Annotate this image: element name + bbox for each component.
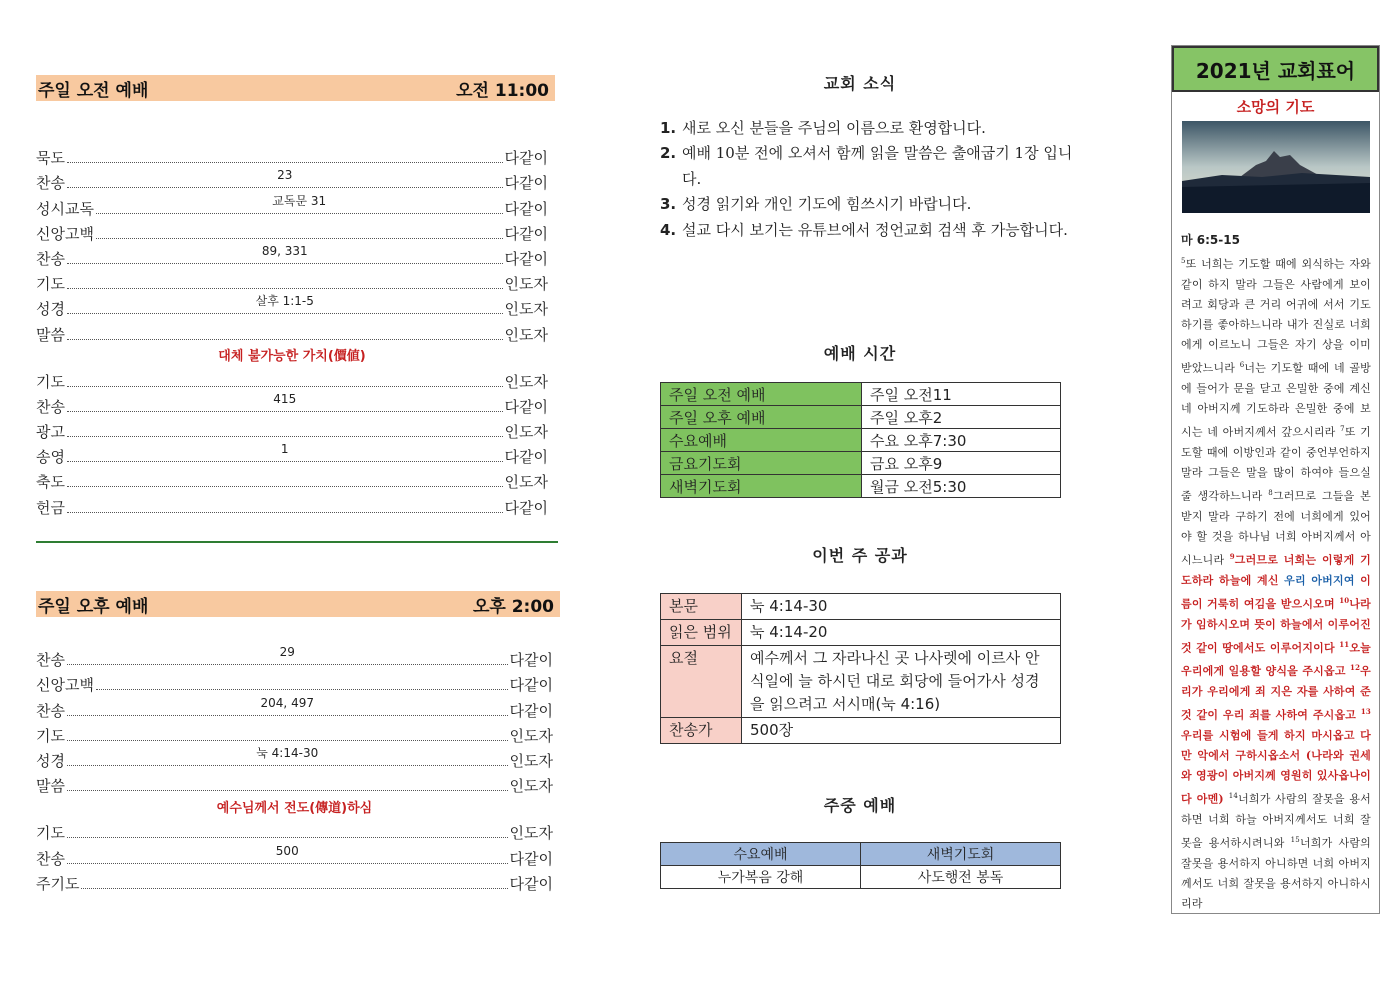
lesson-title: 이번 주 공과 <box>812 546 908 565</box>
service-time: 주일 오후2 <box>862 406 1061 429</box>
order-leader: 다같이 <box>504 174 548 193</box>
order-item: 축도 <box>36 473 65 492</box>
order-leader: 인도자 <box>504 423 548 442</box>
order-leader: 다같이 <box>504 498 548 517</box>
order-row <box>36 192 548 217</box>
lesson-value: 눅 4:14-30 <box>742 594 1061 620</box>
service-name: 수요예배 <box>661 429 862 452</box>
leader-dots <box>67 740 508 741</box>
order-row <box>36 318 548 343</box>
order-item: 성시교독 <box>36 199 94 218</box>
order-item: 묵도 <box>36 149 65 168</box>
leader-dots <box>67 391 503 412</box>
order-detail: 500 <box>275 843 299 858</box>
order-row <box>36 366 548 391</box>
order-row <box>36 644 553 669</box>
midweek-value-dawn: 사도행전 봉독 <box>861 866 1061 889</box>
order-item: 기도 <box>36 824 65 843</box>
news-item <box>660 141 1090 192</box>
mountain-landscape-image <box>1182 121 1370 213</box>
order-row <box>36 416 548 441</box>
order-leader: 다같이 <box>509 849 553 868</box>
scripture-reference: 마 6:5-15 <box>1181 233 1240 247</box>
order-detail: 눅 4:14-30 <box>256 745 319 760</box>
order-leader: 다같이 <box>504 149 548 168</box>
service-name: 새벽기도회 <box>661 475 862 498</box>
order-item: 신앙고백 <box>36 224 94 243</box>
order-row <box>36 142 548 167</box>
lesson-table <box>660 593 1061 744</box>
order-row <box>36 745 553 770</box>
order-leader: 다같이 <box>509 701 553 720</box>
order-leader: 다같이 <box>504 397 548 416</box>
order-item: 기도 <box>36 275 65 294</box>
order-item: 기도 <box>36 726 65 745</box>
verse-number: 13 <box>1360 707 1371 717</box>
order-item: 찬송 <box>36 397 65 416</box>
afternoon-service-header <box>36 591 560 617</box>
morning-service-time: 오전 11:00 <box>456 80 549 101</box>
midweek-header-dawn: 새벽기도회 <box>861 843 1061 866</box>
order-item: 기도 <box>36 372 65 391</box>
lesson-row <box>661 620 1061 646</box>
sermon-title: 대체 불가능한 가치(價値) <box>218 349 366 364</box>
order-item: 찬송 <box>36 701 65 720</box>
verse-text: 너희가 사람의 잘못을 용서하면 너희 하늘 아버지께서도 너희 잘못을 용서하시려니와 <box>1181 792 1371 850</box>
news-number: 1. <box>660 119 677 137</box>
order-row <box>36 817 553 842</box>
leader-dots <box>67 442 503 462</box>
order-leader: 인도자 <box>504 275 548 294</box>
order-detail: 교독문 31 <box>272 193 327 208</box>
leader-dots <box>67 386 503 387</box>
news-item <box>660 218 1090 243</box>
lesson-row <box>661 594 1061 620</box>
order-row <box>36 243 548 268</box>
leader-dots <box>96 193 503 214</box>
service-time-row <box>661 475 1061 498</box>
order-leader: 다같이 <box>509 874 553 893</box>
order-row <box>36 720 553 745</box>
order-row <box>36 842 553 867</box>
order-detail: 204, 497 <box>260 695 314 710</box>
leader-dots <box>67 843 508 864</box>
order-item: 찬송 <box>36 174 65 193</box>
leader-dots <box>67 695 508 716</box>
order-item: 찬송 <box>36 651 65 670</box>
order-row <box>36 466 548 491</box>
order-detail: 23 <box>277 168 293 183</box>
verse-number: 6 <box>1239 361 1245 370</box>
order-row <box>36 167 548 192</box>
order-row <box>36 669 553 694</box>
order-row <box>36 293 548 318</box>
order-leader: 인도자 <box>504 372 548 391</box>
order-item: 주기도 <box>36 874 80 893</box>
church-motto: 2021년 교회표어 <box>1172 46 1379 92</box>
service-name: 주일 오후 예배 <box>661 406 862 429</box>
lesson-label: 요절 <box>661 646 742 718</box>
order-item: 말씀 <box>36 777 65 796</box>
section-divider <box>36 541 558 543</box>
order-item: 송영 <box>36 448 65 467</box>
verse-text-highlight: 우리 아버지여 <box>1284 573 1355 587</box>
verse-text: 그러므로 그들을 본받지 말라 구하기 전에 너희에게 있어야 할 것을 하나님 너희 아버지께서 아시느니라 <box>1181 489 1371 567</box>
morning-service-header <box>36 75 555 101</box>
leader-dots <box>81 888 507 889</box>
verse-text: 또 기도할 때에 이방인과 같이 중언부언하지 말라 그들은 말을 많이 하여야 들으실 줄 생각하느니라 <box>1181 425 1371 503</box>
news-text: 성경 읽기와 개인 기도에 힘쓰시기 바랍니다. <box>682 195 972 214</box>
leader-dots <box>67 745 508 766</box>
service-name: 주일 오전 예배 <box>661 383 862 406</box>
morning-service-title: 주일 오전 예배 <box>38 80 149 101</box>
order-leader: 다같이 <box>509 651 553 670</box>
leader-dots <box>67 837 508 838</box>
order-item: 신앙고백 <box>36 676 94 695</box>
verse-number: 14 <box>1228 792 1239 801</box>
sermon-title: 예수님께서 전도(傳道)하심 <box>216 800 373 816</box>
lesson-value: 500장 <box>742 718 1061 744</box>
order-item: 성경 <box>36 751 65 770</box>
verse-number: 15 <box>1290 836 1300 845</box>
order-leader: 다같이 <box>504 199 548 218</box>
leader-dots <box>67 162 503 163</box>
order-leader: 인도자 <box>509 726 553 745</box>
verse-text: 우리가 우리에게 죄 지은 자를 사하여 준 것 같이 우리 죄를 사하여 주시옵고 <box>1181 665 1371 722</box>
lesson-value: 눅 4:14-20 <box>742 620 1061 646</box>
leader-dots <box>67 790 508 791</box>
order-leader: 인도자 <box>509 751 553 770</box>
order-row <box>36 218 548 243</box>
service-time-row <box>661 452 1061 475</box>
order-detail: 1 <box>280 442 289 457</box>
order-leader: 인도자 <box>504 325 548 344</box>
news-item <box>660 116 1090 141</box>
leader-dots <box>67 243 503 264</box>
order-item: 성경 <box>36 300 65 319</box>
leader-dots <box>96 689 508 690</box>
order-leader: 다같이 <box>504 448 548 467</box>
news-number: 4. <box>660 220 677 239</box>
news-text: 설교 다시 보기는 유튜브에서 정언교회 검색 후 가능합니다. <box>682 220 1068 239</box>
lesson-value: 예수께서 그 자라나신 곳 나사렛에 이르사 안식일에 늘 하시던 대로 회당에 들어가사 성경을 읽으려고 서시매(눅 4:16) <box>742 646 1061 718</box>
times-title: 예배 시간 <box>823 344 897 363</box>
order-item: 찬송 <box>36 249 65 268</box>
verse-text: 오늘 우리에게 일용할 양식을 주시옵고 <box>1181 641 1371 679</box>
lesson-row <box>661 718 1061 744</box>
news-title: 교회 소식 <box>823 74 897 93</box>
verse-text: 나라가 임하시오며 뜻이 하늘에서 이루어진 것 같이 땅에서도 이루어지이다 <box>1181 597 1371 655</box>
lesson-row <box>661 646 1061 718</box>
leader-dots <box>67 486 503 487</box>
verse-number: 8 <box>1268 489 1273 497</box>
order-detail: 415 <box>273 391 297 406</box>
verse-text: 그러므로 너희는 이렇게 기도하라 하늘에 계신 <box>1181 553 1371 587</box>
service-time: 주일 오전11 <box>862 383 1061 406</box>
order-row <box>36 391 548 416</box>
leader-dots <box>67 512 503 513</box>
order-leader: 인도자 <box>504 300 548 319</box>
news-text: 새로 오신 분들을 주님의 이름으로 환영합니다. <box>682 119 986 137</box>
midweek-value-wednesday: 누가복음 강해 <box>661 866 861 889</box>
order-leader: 다같이 <box>509 676 553 695</box>
order-row <box>36 770 553 795</box>
verse-number: 11 <box>1339 639 1350 649</box>
order-detail: 89, 331 <box>261 243 308 258</box>
lesson-label: 읽은 범위 <box>661 620 742 646</box>
afternoon-service-title: 주일 오후 예배 <box>38 596 149 617</box>
afternoon-order-list <box>36 644 553 893</box>
verse-text: 우리를 시험에 들게 하지 마시옵고 다만 악에서 구하시옵소서 (나라와 권세와 영광이 아버지께 영원히 있사옵나이다 아멘) <box>1181 728 1371 806</box>
news-list <box>660 116 1090 243</box>
order-leader: 인도자 <box>504 473 548 492</box>
leader-dots <box>67 288 503 289</box>
order-item: 헌금 <box>36 498 65 517</box>
order-leader: 인도자 <box>509 824 553 843</box>
service-time-row <box>661 429 1061 452</box>
verse-number: 7 <box>1340 425 1345 434</box>
order-item: 찬송 <box>36 849 65 868</box>
motto-sidebar <box>1171 45 1380 914</box>
verse-text: 너는 기도할 때에 네 골방에 들어가 문을 닫고 은밀한 중에 계신 네 아버지께 기도하라 은밀한 중에 보시는 네 아버지께서 갚으시리라 <box>1181 361 1372 439</box>
order-row <box>36 868 553 893</box>
leader-dots <box>67 436 503 437</box>
order-row <box>36 491 548 516</box>
leader-dots <box>67 294 503 314</box>
lesson-label: 찬송가 <box>661 718 742 744</box>
prayer-title: 소망의 기도 <box>1236 98 1315 116</box>
lesson-label: 본문 <box>661 594 742 620</box>
service-times-table <box>660 382 1061 498</box>
midweek-header-wednesday: 수요예배 <box>661 843 861 866</box>
verse-text: 너희가 사람의 잘못을 용서하지 아니하면 너희 아버지께서도 너희 잘못을 용서하지 아니하시리라 <box>1181 836 1372 911</box>
order-leader: 인도자 <box>509 777 553 796</box>
verse-number: 12 <box>1350 663 1361 673</box>
news-number: 2. <box>660 144 677 163</box>
order-item: 광고 <box>36 423 65 442</box>
order-leader: 다같이 <box>504 224 548 243</box>
news-item <box>660 192 1090 217</box>
verse-text: 또 너희는 기도할 때에 외식하는 자와 같이 하지 말라 그들은 사람에게 보이려고 회당과 큰 거리 어귀에 서서 기도하기를 좋아하느니라 내가 진실로 너희에게 이르노니 그들은 자기 상을 이미 받았느니라 <box>1181 257 1371 375</box>
verse-number: 5 <box>1181 257 1186 265</box>
afternoon-service-time: 오후 2:00 <box>472 596 554 617</box>
verse-number: 10 <box>1339 595 1350 605</box>
service-name: 금요기도회 <box>661 452 862 475</box>
service-time-row <box>661 406 1061 429</box>
service-time-row <box>661 383 1061 406</box>
order-row <box>36 694 553 719</box>
leader-dots <box>67 339 503 340</box>
verse-text: 이름이 거룩히 여김을 받으시오며 <box>1181 573 1371 611</box>
order-leader: 다같이 <box>504 249 548 268</box>
service-time: 수요 오후7:30 <box>862 429 1061 452</box>
news-number: 3. <box>660 195 677 214</box>
order-row <box>36 268 548 293</box>
leader-dots <box>67 168 503 188</box>
news-text: 예배 10분 전에 오셔서 함께 읽을 말씀은 출애굽기 1장 입니다. <box>682 144 1073 188</box>
midweek-title: 주중 예배 <box>823 796 897 815</box>
service-time: 월금 오전5:30 <box>862 475 1061 498</box>
order-row <box>36 441 548 466</box>
verse-number: 9 <box>1229 551 1235 561</box>
order-item: 말씀 <box>36 325 65 344</box>
leader-dots <box>96 238 503 239</box>
order-detail: 29 <box>279 645 295 660</box>
leader-dots <box>67 645 508 665</box>
order-detail: 살후 1:1-5 <box>255 294 314 309</box>
service-time: 금요 오후9 <box>862 452 1061 475</box>
midweek-table <box>660 842 1061 889</box>
scripture-text <box>1181 251 1371 914</box>
morning-order-list <box>36 142 548 517</box>
